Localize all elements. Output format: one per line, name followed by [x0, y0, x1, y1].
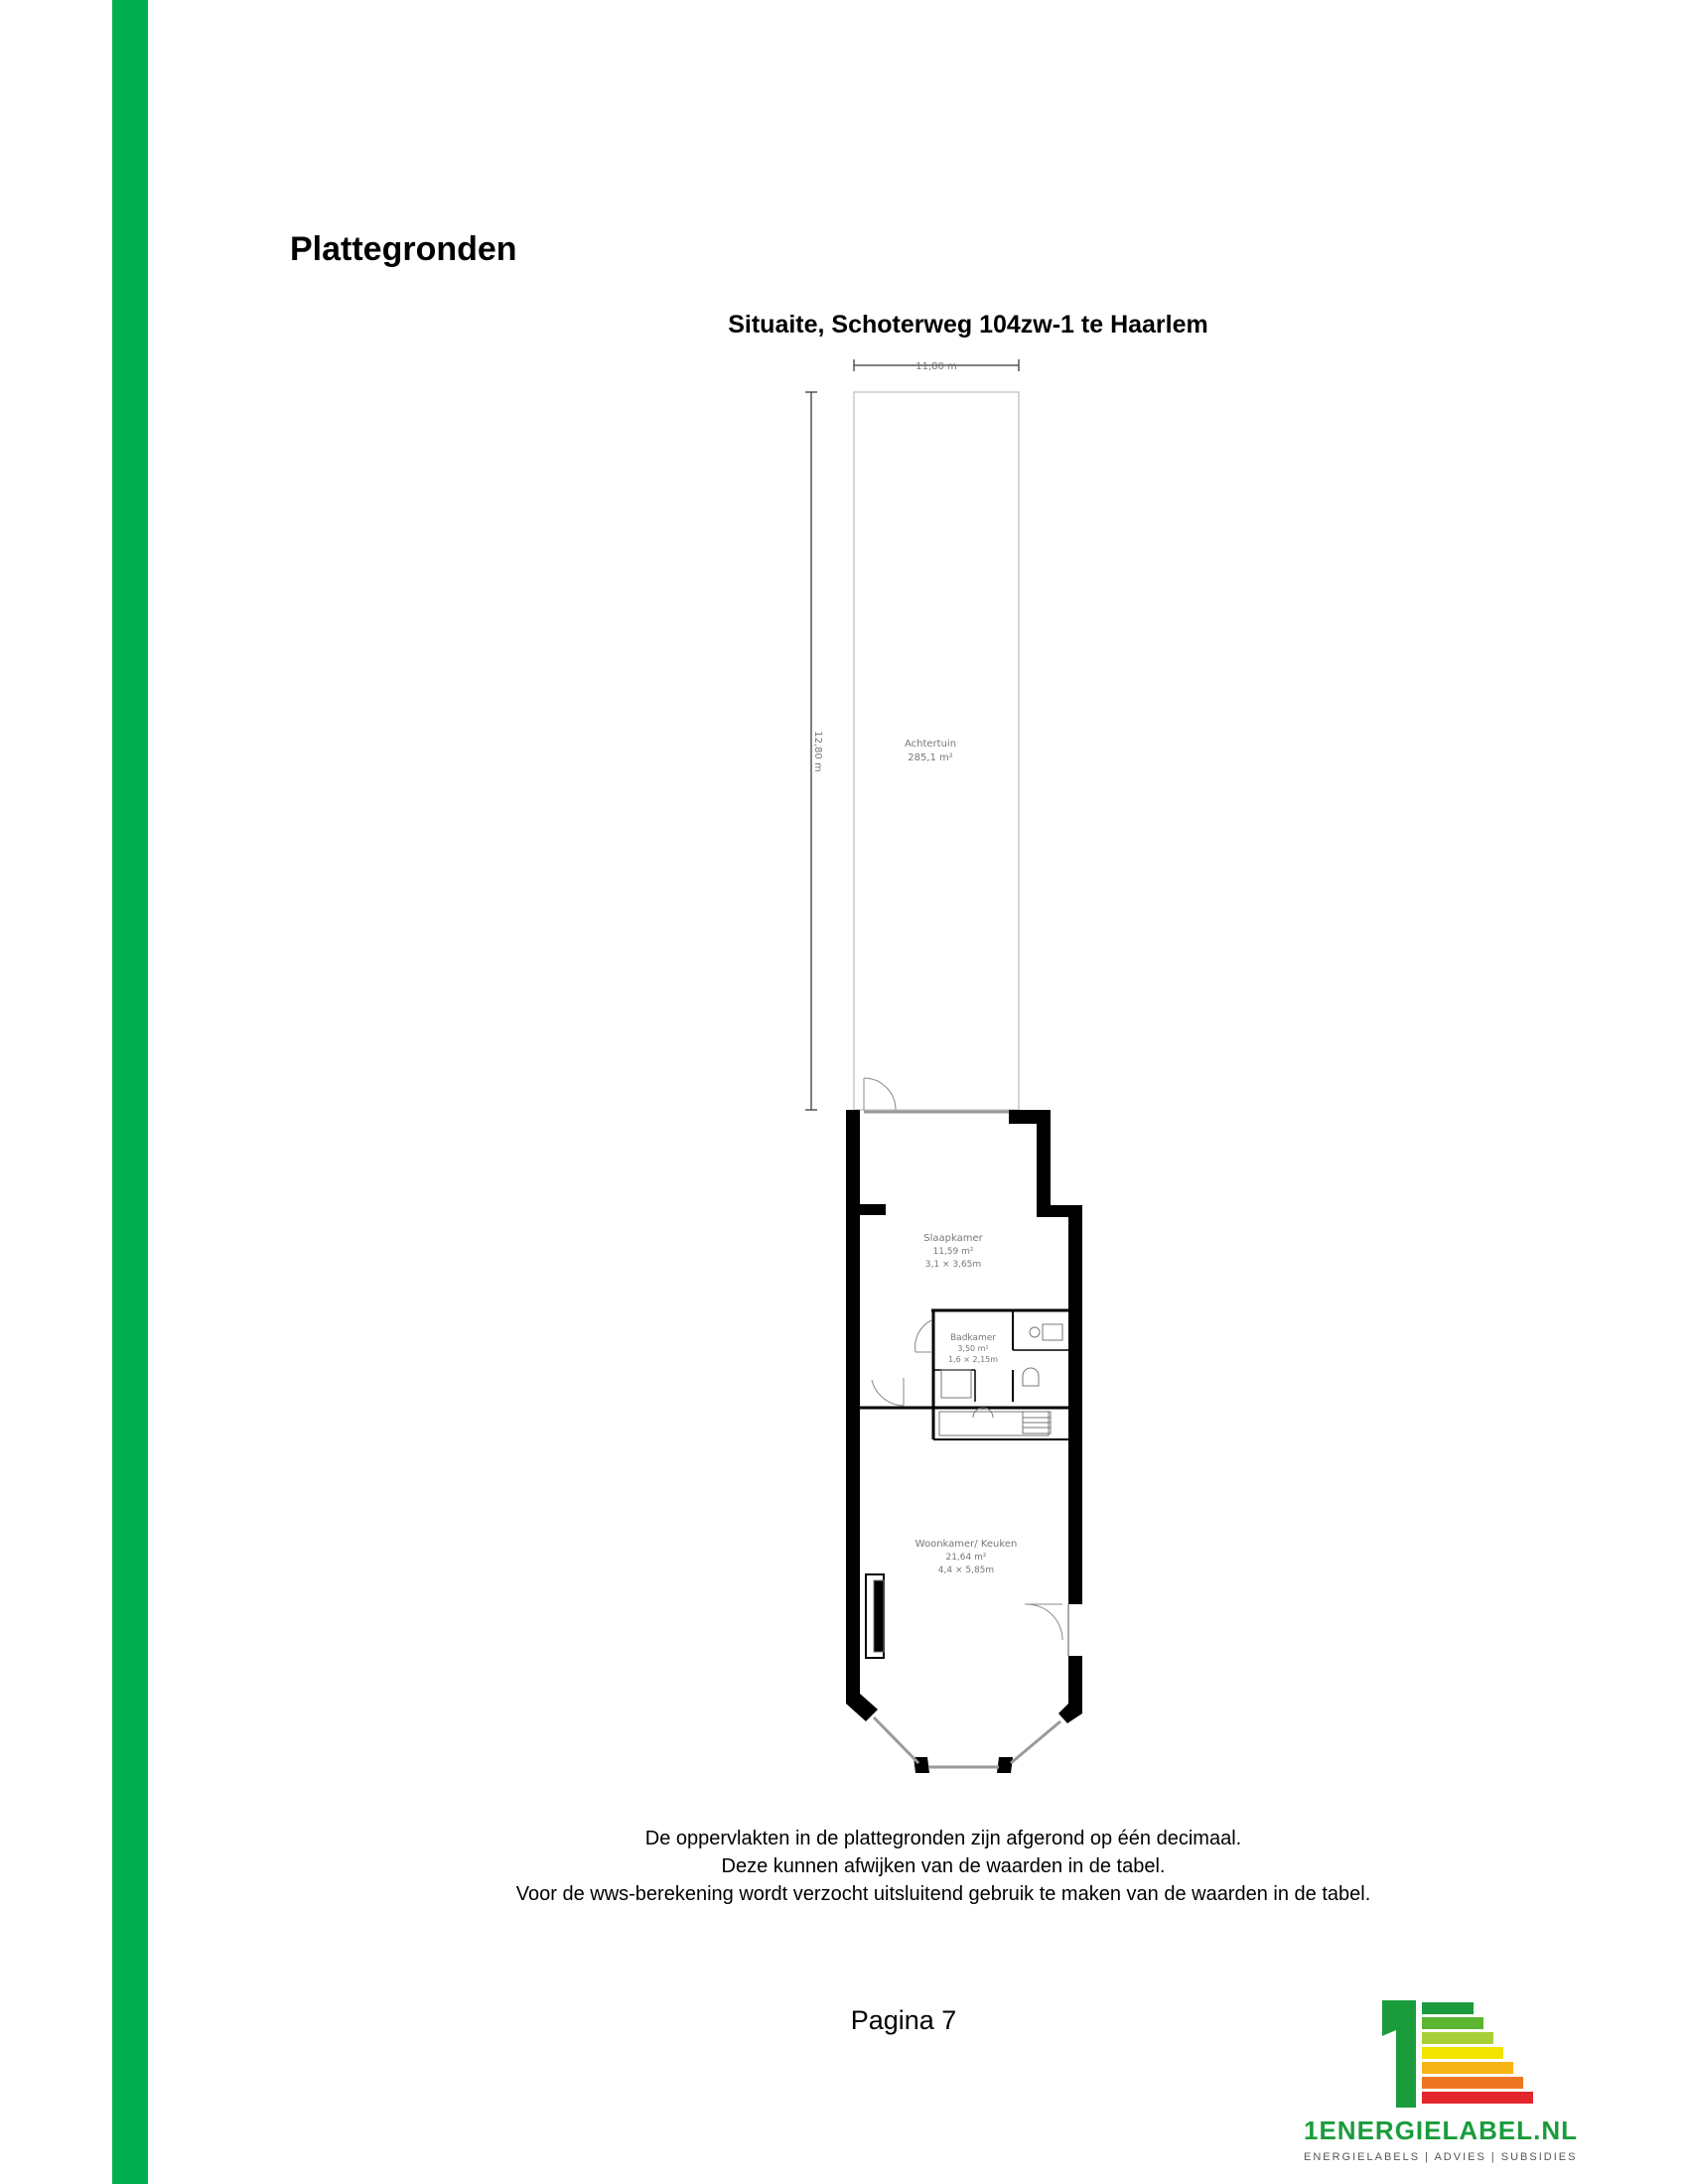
- bedroom-size: 3,1 × 3,65m: [924, 1260, 982, 1270]
- garden-area: 285,1 m²: [908, 752, 953, 763]
- note-line: De oppervlakten in de plattegronden zijn afgerond op één decimaal.: [644, 1828, 1242, 1849]
- garden-outline: [854, 392, 1019, 1110]
- logo-numeral-one: [1382, 2000, 1416, 2108]
- interior-walls: [860, 1310, 1068, 1439]
- fixtures: [866, 1324, 1062, 1658]
- exterior-walls: [846, 1110, 1082, 1773]
- garden-door: [864, 1078, 896, 1110]
- note-line: Deze kunnen afwijken van de waarden in de tabel.: [721, 1855, 1166, 1877]
- bedroom-area: 11,59 m²: [932, 1247, 974, 1257]
- living-kitchen-size: 4,4 × 5,85m: [937, 1566, 995, 1575]
- page-number: Pagina 7: [850, 2005, 957, 2035]
- living-kitchen-label: Woonkamer/ Keuken: [914, 1539, 1018, 1550]
- section-title: Plattegronden: [290, 230, 517, 268]
- length-dimension-label: 12,80 m: [812, 731, 823, 772]
- bathroom-area: 3,50 m²: [957, 1344, 989, 1353]
- floorplan-notes: [298, 1825, 1589, 1908]
- bedroom-label: Slaapkamer: [923, 1233, 983, 1244]
- bathroom-label: Badkamer: [950, 1333, 996, 1343]
- garden-label: Achtertuin: [904, 739, 957, 750]
- logo-energy-bars: [1422, 2002, 1533, 2104]
- note-line: Voor de wws-berekening wordt verzocht uitsluitend gebruik te maken van de waarden in de tabel.: [515, 1883, 1371, 1905]
- logo-wordmark: 1ENERGIELABEL.NL: [1304, 2116, 1579, 2145]
- floorplan-title: Situaite, Schoterweg 104zw-1 te Haarlem: [728, 311, 1208, 339]
- logo-tagline: ENERGIELABELS | ADVIES | SUBSIDIES: [1304, 2151, 1578, 2163]
- bathroom-size: 1,6 × 2,15m: [947, 1355, 999, 1364]
- living-kitchen-area: 21,64 m²: [945, 1553, 987, 1563]
- bay-window: [874, 1717, 1060, 1767]
- width-dimension-label: 11,80 m: [915, 361, 957, 372]
